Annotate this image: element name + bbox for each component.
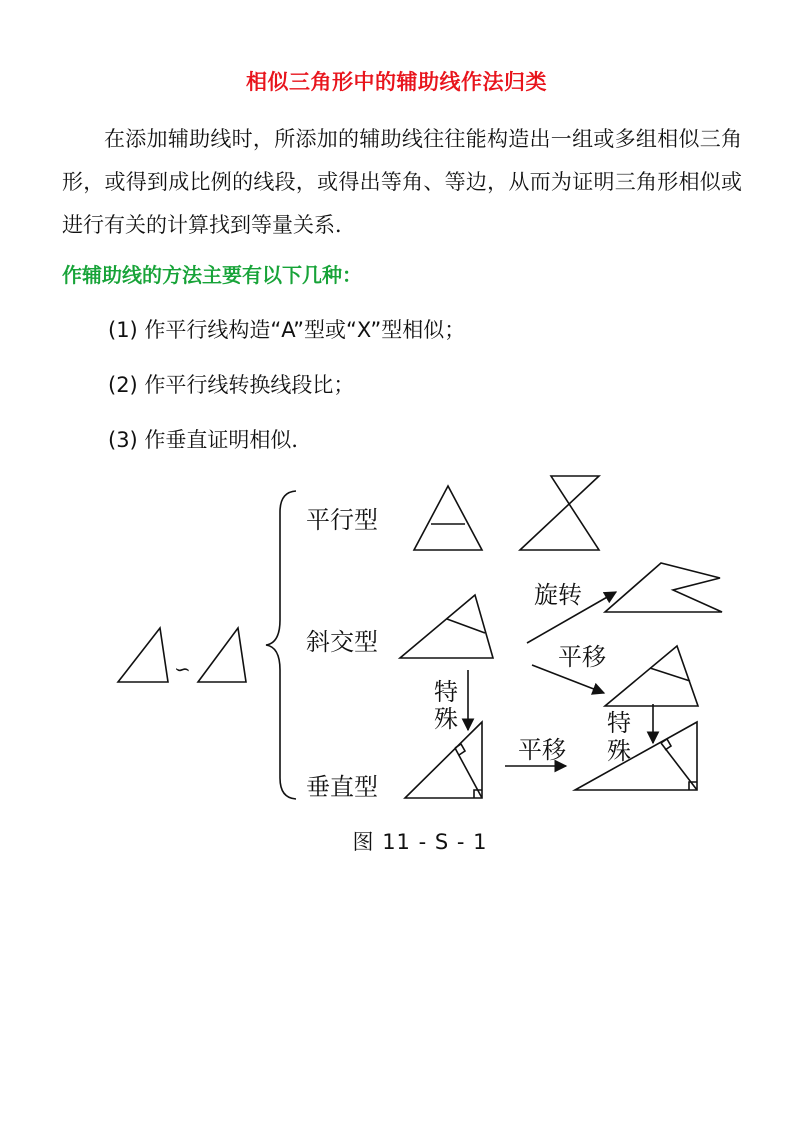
oblique-line bbox=[447, 619, 485, 633]
label-special-1-bottom: 殊 bbox=[434, 705, 458, 733]
a-type-triangle bbox=[414, 486, 482, 550]
oblique-triangle bbox=[400, 595, 493, 658]
label-oblique-type: 斜交型 bbox=[306, 628, 378, 656]
curly-brace bbox=[266, 491, 296, 799]
similar-triangle-types-diagram bbox=[0, 470, 793, 820]
intro-paragraph bbox=[62, 118, 742, 247]
label-special-2-top: 特 bbox=[607, 709, 631, 737]
rotated-figure bbox=[605, 563, 722, 612]
label-rotate: 旋转 bbox=[534, 581, 582, 609]
page-title: 相似三角形中的辅助线作法归类 bbox=[246, 70, 547, 94]
x-type-figure bbox=[520, 476, 599, 550]
label-special-1-top: 特 bbox=[434, 678, 458, 706]
translated-oblique-triangle bbox=[605, 646, 698, 706]
method-item-3: (3) 作垂直证明相似． bbox=[108, 428, 313, 452]
triangle-right bbox=[198, 628, 246, 682]
translated-oblique-line bbox=[650, 668, 690, 681]
similar-symbol: ∽ bbox=[174, 657, 191, 681]
methods-list bbox=[108, 312, 465, 477]
intro-text: 在添加辅助线时，所添加的辅助线往往能构造出一组或多组相似三角形，或得到成比例的线段，或得出等角、等边，从而为证明三角形相似或进行有关的计算找到等量关系． bbox=[62, 127, 742, 237]
method-item-1: (1) 作平行线构造“A”型或“X”型相似； bbox=[108, 318, 466, 342]
label-perpendicular-type: 垂直型 bbox=[306, 773, 378, 801]
translated-perpendicular-triangle bbox=[575, 722, 697, 790]
label-parallel-type: 平行型 bbox=[306, 506, 378, 534]
label-translate-1: 平移 bbox=[558, 643, 606, 671]
label-translate-2: 平移 bbox=[518, 736, 566, 764]
label-special-2-bottom: 殊 bbox=[607, 737, 631, 765]
figure-caption: 图 11 - S - 1 bbox=[352, 830, 488, 854]
triangle-left bbox=[118, 628, 168, 682]
methods-heading: 作辅助线的方法主要有以下几种： bbox=[62, 263, 362, 287]
perpendicular-triangle bbox=[405, 722, 482, 798]
method-item-2: (2) 作平行线转换线段比； bbox=[108, 373, 355, 397]
translated-perpendicular-altitude bbox=[661, 743, 697, 790]
